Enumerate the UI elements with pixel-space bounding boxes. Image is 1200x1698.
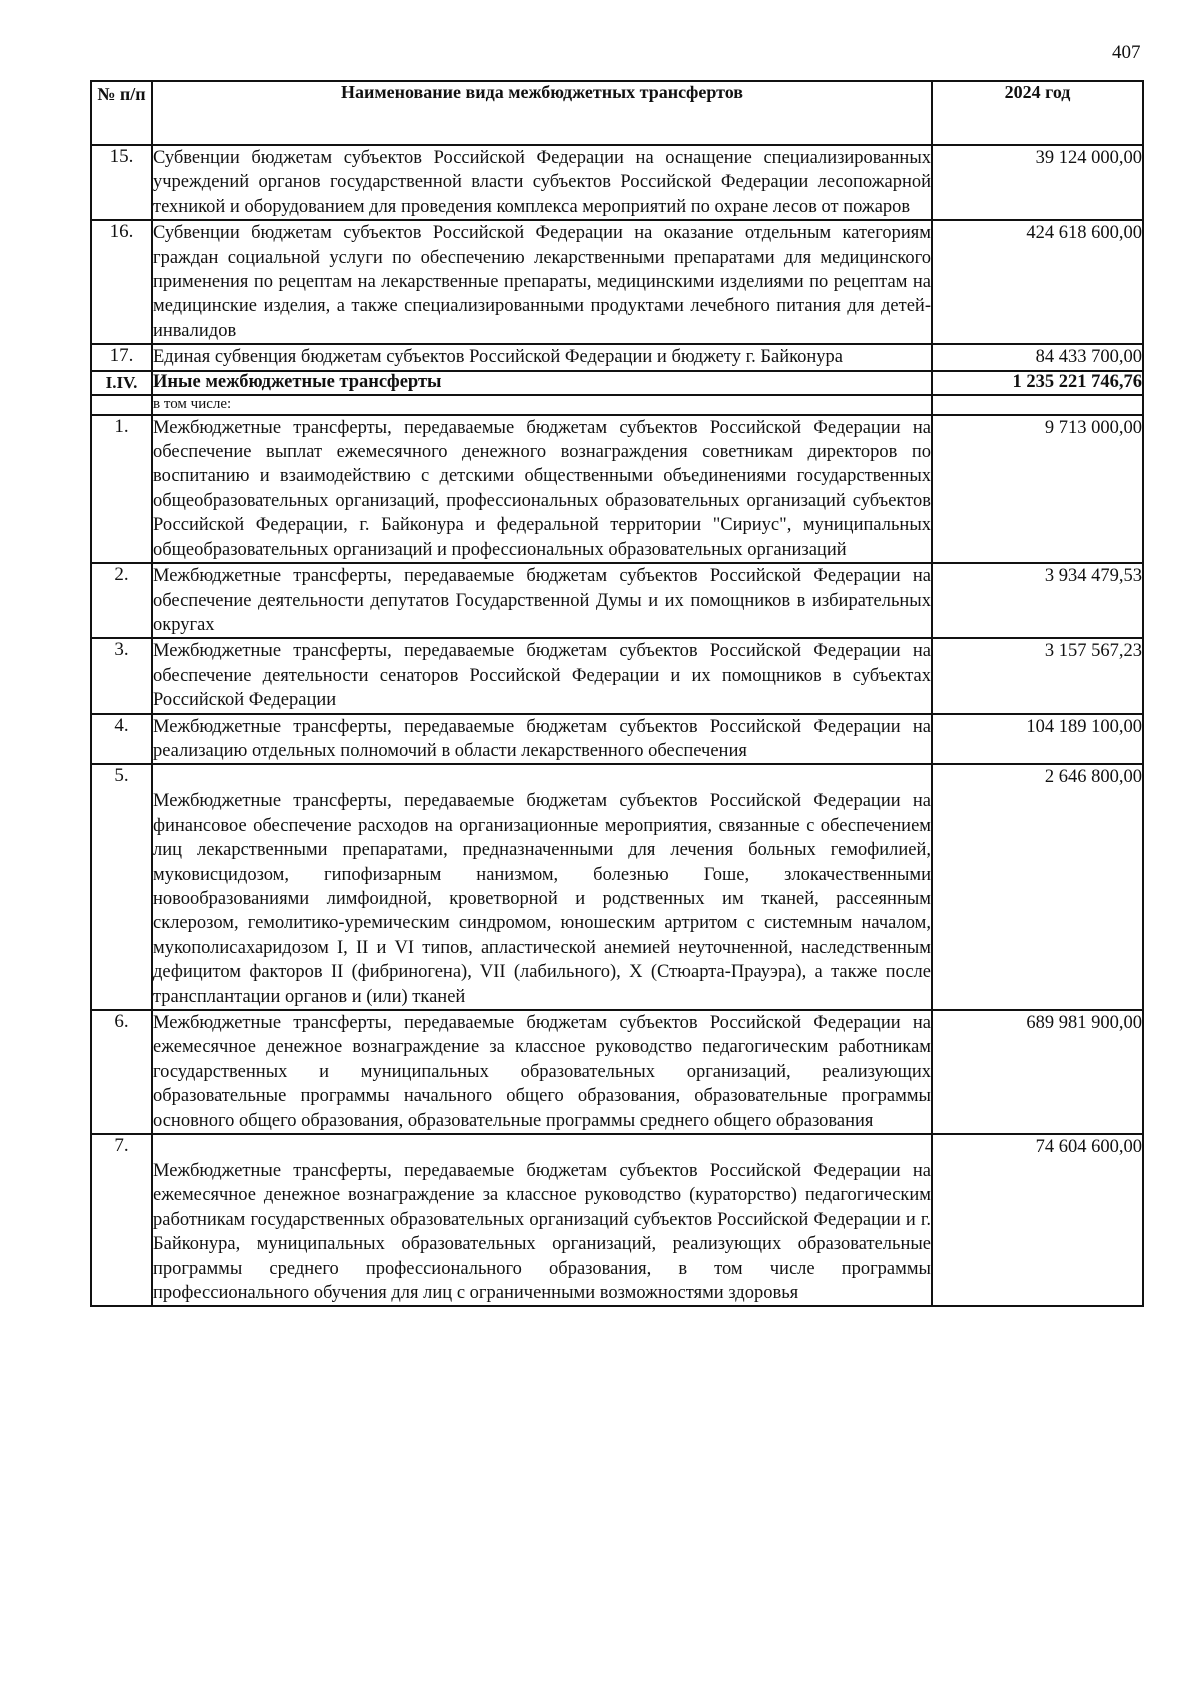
item-name: Межбюджетные трансферты, передаваемые бюджетам субъектов Российской Федерации на обеспечение деятельности депутатов Государственной Думы и их помощников в избирательных округах [152,563,932,638]
table-row [91,344,1143,370]
row-name: Субвенции бюджетам субъектов Российской Федерации на оснащение специализированных учреждений органов государственной власти субъектов Российской Федерации лесопожарной техникой и оборудованием для проведения комплекса мероприятий по охране лесов от пожаров [152,145,932,220]
table-row [91,220,1143,344]
item-name: Межбюджетные трансферты, передаваемые бюджетам субъектов Российской Федерации на обеспечение деятельности сенаторов Российской Федерации и их помощников в субъектах Российской Федерации [152,638,932,713]
item-name: Межбюджетные трансферты, передаваемые бюджетам субъектов Российской Федерации на финансовое обеспечение расходов на организационные мероприятия, связанные с обеспечением лиц лекарственными препаратами, предназначенными для лечения больных гемофилией, муковисцидозом, гипофизарным нанизмом, болезнью Гоше, злокачественными новообразованиями лимфоидной, кроветворной и родственных им тканей, рассеянным склерозом, гемолитико-уремическим синдромом, юношеским артритом с системным началом, мукополисахаридозом I, II и VI типов, апластической анемией неуточненной, наследственным дефицитом факторов II (фибриногена), VII (лабильного), X (Стюарта-Прауэра), а также после трансплантации органов и (или) тканей [153,791,931,1007]
item-amount: 74 604 600,00 [932,1134,1143,1306]
header-year: 2024 год [932,81,1143,145]
row-amount: 39 124 000,00 [932,145,1143,220]
item-name-cell [152,764,932,1010]
item-num: 3. [91,638,152,713]
item-name-cell [152,1134,932,1306]
item-num: 2. [91,563,152,638]
item-amount: 104 189 100,00 [932,714,1143,765]
section-name: Иные межбюджетные трансферты [152,371,932,395]
header-name: Наименование вида межбюджетных трансфертов [152,81,932,145]
transfers-table [90,80,1144,1307]
table-row [91,1134,1143,1306]
page-number: 407 [1112,42,1141,63]
header-num: № п/п [91,81,152,145]
item-amount: 9 713 000,00 [932,415,1143,563]
table-row [91,563,1143,638]
row-name: Единая субвенция бюджетам субъектов Российской Федерации и бюджету г. Байконура [152,344,932,370]
item-num: 7. [91,1134,152,1306]
table-row [91,1010,1143,1134]
table-row [91,764,1143,1010]
row-num: 17. [91,344,152,370]
item-amount: 2 646 800,00 [932,764,1143,1010]
table-row [91,415,1143,563]
row-num: 15. [91,145,152,220]
section-row [91,371,1143,395]
item-num: 6. [91,1010,152,1134]
item-num: 4. [91,714,152,765]
note-amount-cell [932,395,1143,415]
section-amount: 1 235 221 746,76 [932,371,1143,395]
item-amount: 3 934 479,53 [932,563,1143,638]
item-amount: 3 157 567,23 [932,638,1143,713]
note-num-cell [91,395,152,415]
item-name: Межбюджетные трансферты, передаваемые бюджетам субъектов Российской Федерации на ежемесячное денежное вознаграждение за классное руководство (кураторство) педагогическим работникам государственных образовательных организаций субъектов Российской Федерации и г. Байконура, муниципальных образовательных организаций, реализующих образовательные программы среднего профессионального образования, в том числе программы профессионального обучения для лиц с ограниченными возможностями здоровья [153,1161,931,1304]
item-name: Межбюджетные трансферты, передаваемые бюджетам субъектов Российской Федерации на ежемесячное денежное вознаграждение за классное руководство педагогическим работникам государственных и муниципальных образовательных организаций, реализующих образовательные программы начального общего образования, образовательные программы основного общего образования, образовательные программы среднего общего образования [152,1010,932,1134]
table-header-row [91,81,1143,145]
note-text: в том числе: [152,395,932,415]
row-name: Субвенции бюджетам субъектов Российской Федерации на оказание отдельным категориям граждан социальной услуги по обеспечению лекарственными препаратами для медицинского применения по рецептам на лекарственные препараты, медицинскими изделиями по рецептам на медицинские изделия, а также специализированными продуктами лечебного питания для детей-инвалидов [152,220,932,344]
item-amount: 689 981 900,00 [932,1010,1143,1134]
item-name: Межбюджетные трансферты, передаваемые бюджетам субъектов Российской Федерации на обеспечение выплат ежемесячного денежного вознаграждения советникам директоров по воспитанию и взаимодействию с детскими общественными объединениями государственных общеобразовательных организаций, профессиональных образовательных организаций субъектов Российской Федерации, г. Байконура и федеральной территории "Сириус", муниципальных общеобразовательных организаций и профессиональных образовательных организаций [152,415,932,563]
row-amount: 424 618 600,00 [932,220,1143,344]
item-num: 1. [91,415,152,563]
section-num: I.IV. [91,371,152,395]
blank-line [153,1135,931,1159]
row-num: 16. [91,220,152,344]
note-row [91,395,1143,415]
table-row [91,638,1143,713]
table-row [91,714,1143,765]
item-name: Межбюджетные трансферты, передаваемые бюджетам субъектов Российской Федерации на реализацию отдельных полномочий в области лекарственного обеспечения [152,714,932,765]
item-num: 5. [91,764,152,1010]
blank-line [153,765,931,789]
table-row [91,145,1143,220]
row-amount: 84 433 700,00 [932,344,1143,370]
